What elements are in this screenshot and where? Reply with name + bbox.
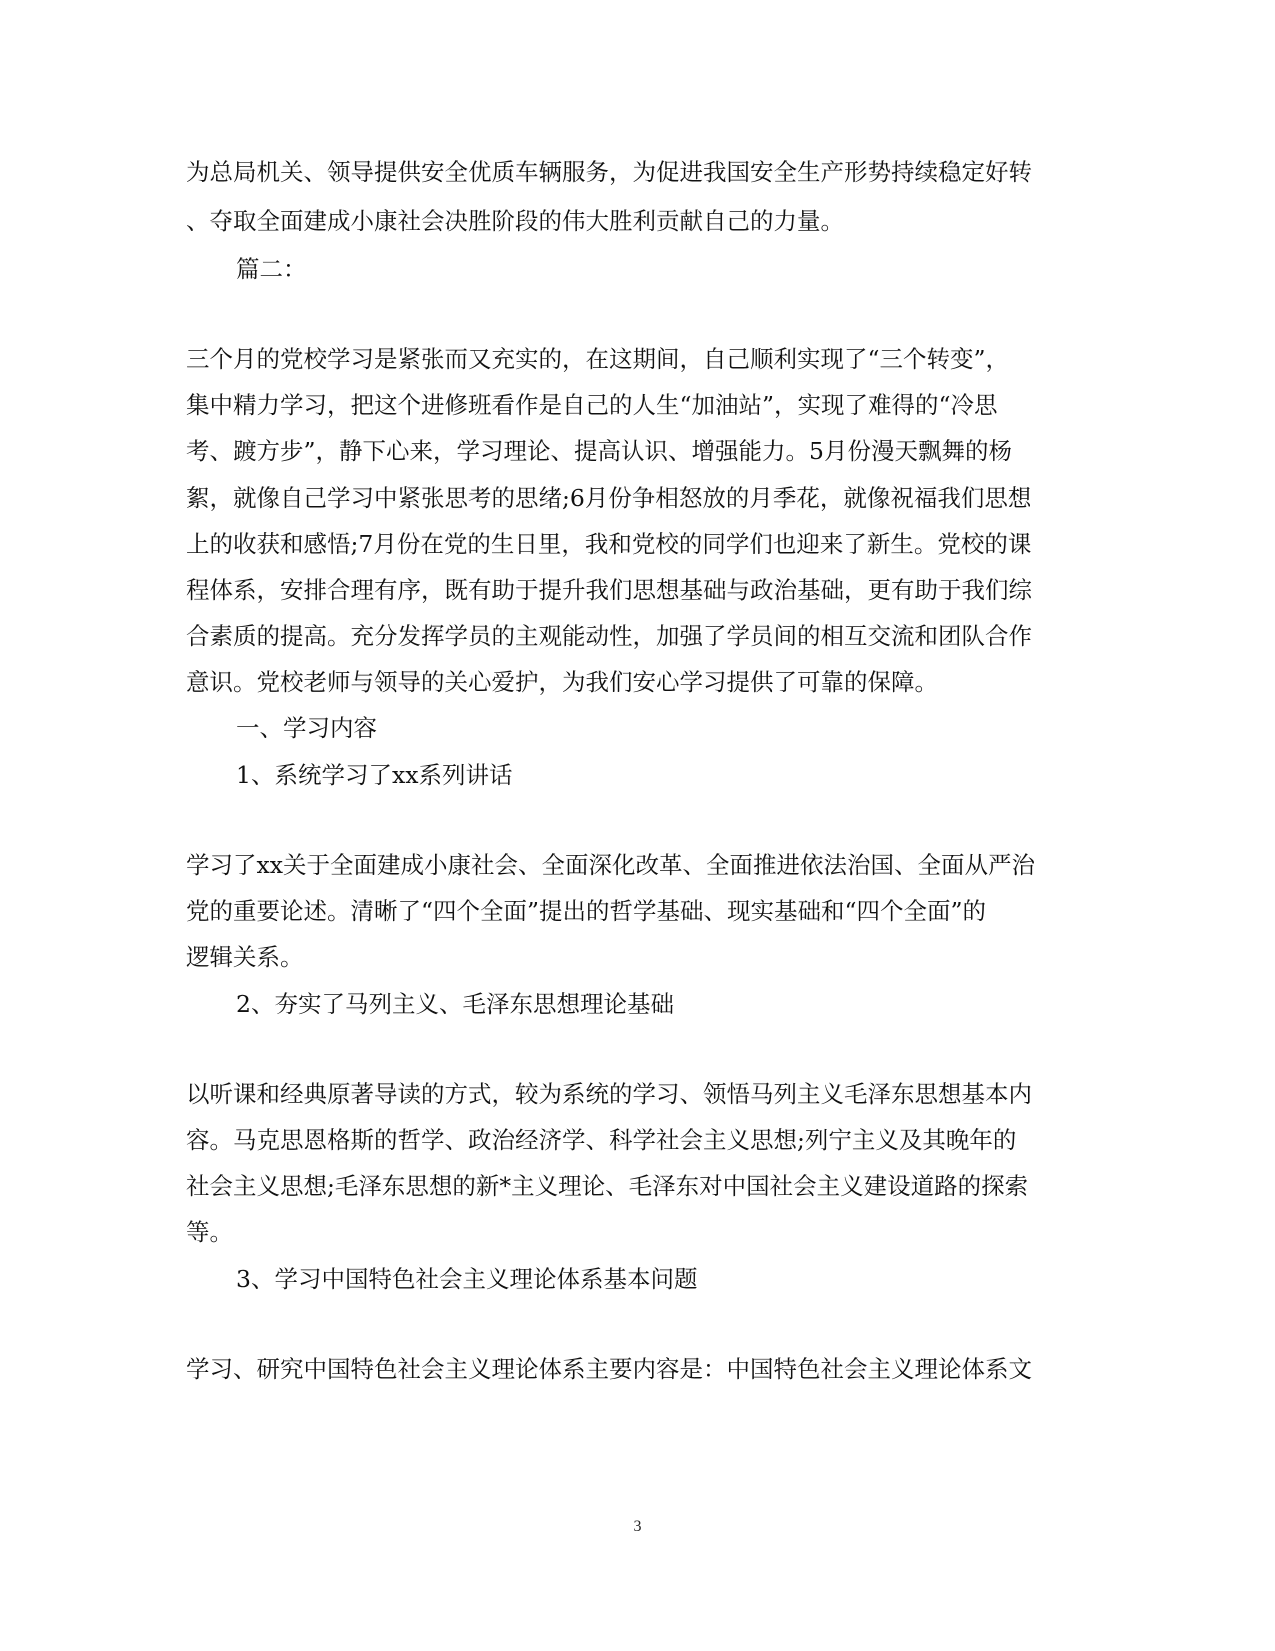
body-text-line: 考、踱方步”，静下心来，学习理论、提高认识、增强能力。5月份漫天飘舞的杨 xyxy=(186,437,1012,465)
body-text-line: 等。 xyxy=(186,1218,233,1246)
item-heading: 1、系统学习了xx系列讲话 xyxy=(236,761,513,789)
body-text-line: 、夺取全面建成小康社会决胜阶段的伟大胜利贡献自己的力量。 xyxy=(186,207,844,235)
section-heading: 篇二： xyxy=(236,255,307,283)
body-text-line: 学习了xx关于全面建成小康社会、全面深化改革、全面推进依法治国、全面从严治 xyxy=(186,851,1036,879)
body-text-line: 党的重要论述。清晰了“四个全面”提出的哲学基础、现实基础和“四个全面”的 xyxy=(186,897,987,925)
body-text-line: 集中精力学习，把这个进修班看作是自己的人生“加油站”，实现了难得的“冷思 xyxy=(186,391,998,419)
body-text-line: 容。马克思恩格斯的哲学、政治经济学、科学社会主义思想;列宁主义及其晚年的 xyxy=(186,1126,1017,1154)
body-text-line: 为总局机关、领导提供安全优质车辆服务，为促进我国安全生产形势持续稳定好转 xyxy=(186,158,1032,186)
body-text-line: 合素质的提高。充分发挥学员的主观能动性，加强了学员间的相互交流和团队合作 xyxy=(186,622,1032,650)
body-text-line: 意识。党校老师与领导的关心爱护，为我们安心学习提供了可靠的保障。 xyxy=(186,668,938,696)
body-text-line: 学习、研究中国特色社会主义理论体系主要内容是：中国特色社会主义理论体系文 xyxy=(186,1355,1032,1383)
item-heading: 3、学习中国特色社会主义理论体系基本问题 xyxy=(236,1265,698,1293)
page-number: 3 xyxy=(633,1518,642,1535)
body-text-line: 三个月的党校学习是紧张而又充实的，在这期间，自己顺利实现了“三个转变”， xyxy=(186,345,1010,373)
body-text-line: 程体系，安排合理有序，既有助于提升我们思想基础与政治基础，更有助于我们综 xyxy=(186,576,1032,604)
item-heading: 2、夯实了马列主义、毛泽东思想理论基础 xyxy=(236,990,674,1018)
body-text-line: 逻辑关系。 xyxy=(186,943,304,971)
subsection-heading: 一、学习内容 xyxy=(236,714,377,742)
body-text-line: 以听课和经典原著导读的方式，较为系统的学习、领悟马列主义毛泽东思想基本内 xyxy=(186,1080,1032,1108)
body-text-line: 社会主义思想;毛泽东思想的新*主义理论、毛泽东对中国社会主义建设道路的探索 xyxy=(186,1172,1029,1200)
body-text-line: 絮，就像自己学习中紧张思考的思绪;6月份争相怒放的月季花，就像祝福我们思想 xyxy=(186,484,1032,512)
body-text-line: 上的收获和感悟;7月份在党的生日里，我和党校的同学们也迎来了新生。党校的课 xyxy=(186,530,1032,558)
